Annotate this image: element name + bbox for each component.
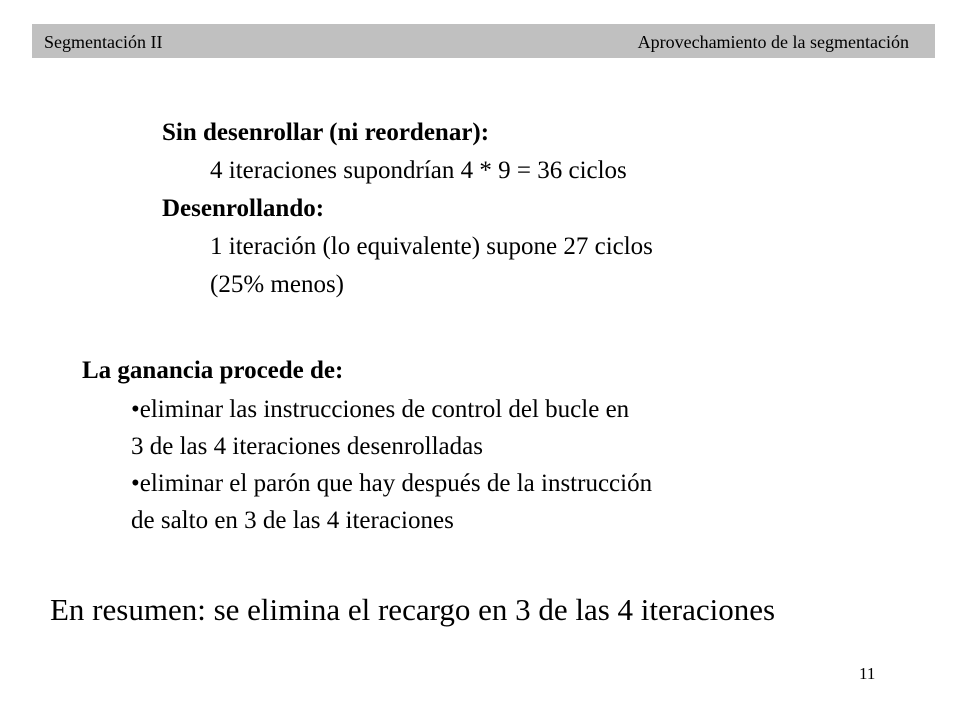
gain-heading: La ganancia procede de: xyxy=(82,357,344,384)
no-unroll-heading: Sin desenrollar (ni reordenar): xyxy=(162,119,490,146)
gain-bullet-2-cont: de salto en 3 de las 4 iteraciones xyxy=(131,507,454,534)
unroll-cycles: 1 iteración (lo equivalente) supone 27 ciclos xyxy=(210,233,653,260)
page-number: 11 xyxy=(859,664,876,683)
gain-bullet-2: •eliminar el parón que hay después de la instrucción xyxy=(131,470,653,497)
unroll-heading: Desenrollando: xyxy=(162,195,325,222)
summary-statement: En resumen: se elimina el recargo en 3 de las 4 iteraciones xyxy=(50,592,776,627)
header-section-title: Segmentación II xyxy=(44,32,163,52)
unroll-savings: (25% menos) xyxy=(210,271,344,298)
gain-bullet-1-cont: 3 de las 4 iteraciones desenrolladas xyxy=(131,433,483,460)
slide-header xyxy=(32,24,935,58)
no-unroll-cycles: 4 iteraciones supondrían 4 * 9 = 36 ciclos xyxy=(210,157,627,184)
header-topic-title: Aprovechamiento de la segmentación xyxy=(637,32,909,52)
gain-bullet-1: •eliminar las instrucciones de control del bucle en xyxy=(131,396,630,423)
